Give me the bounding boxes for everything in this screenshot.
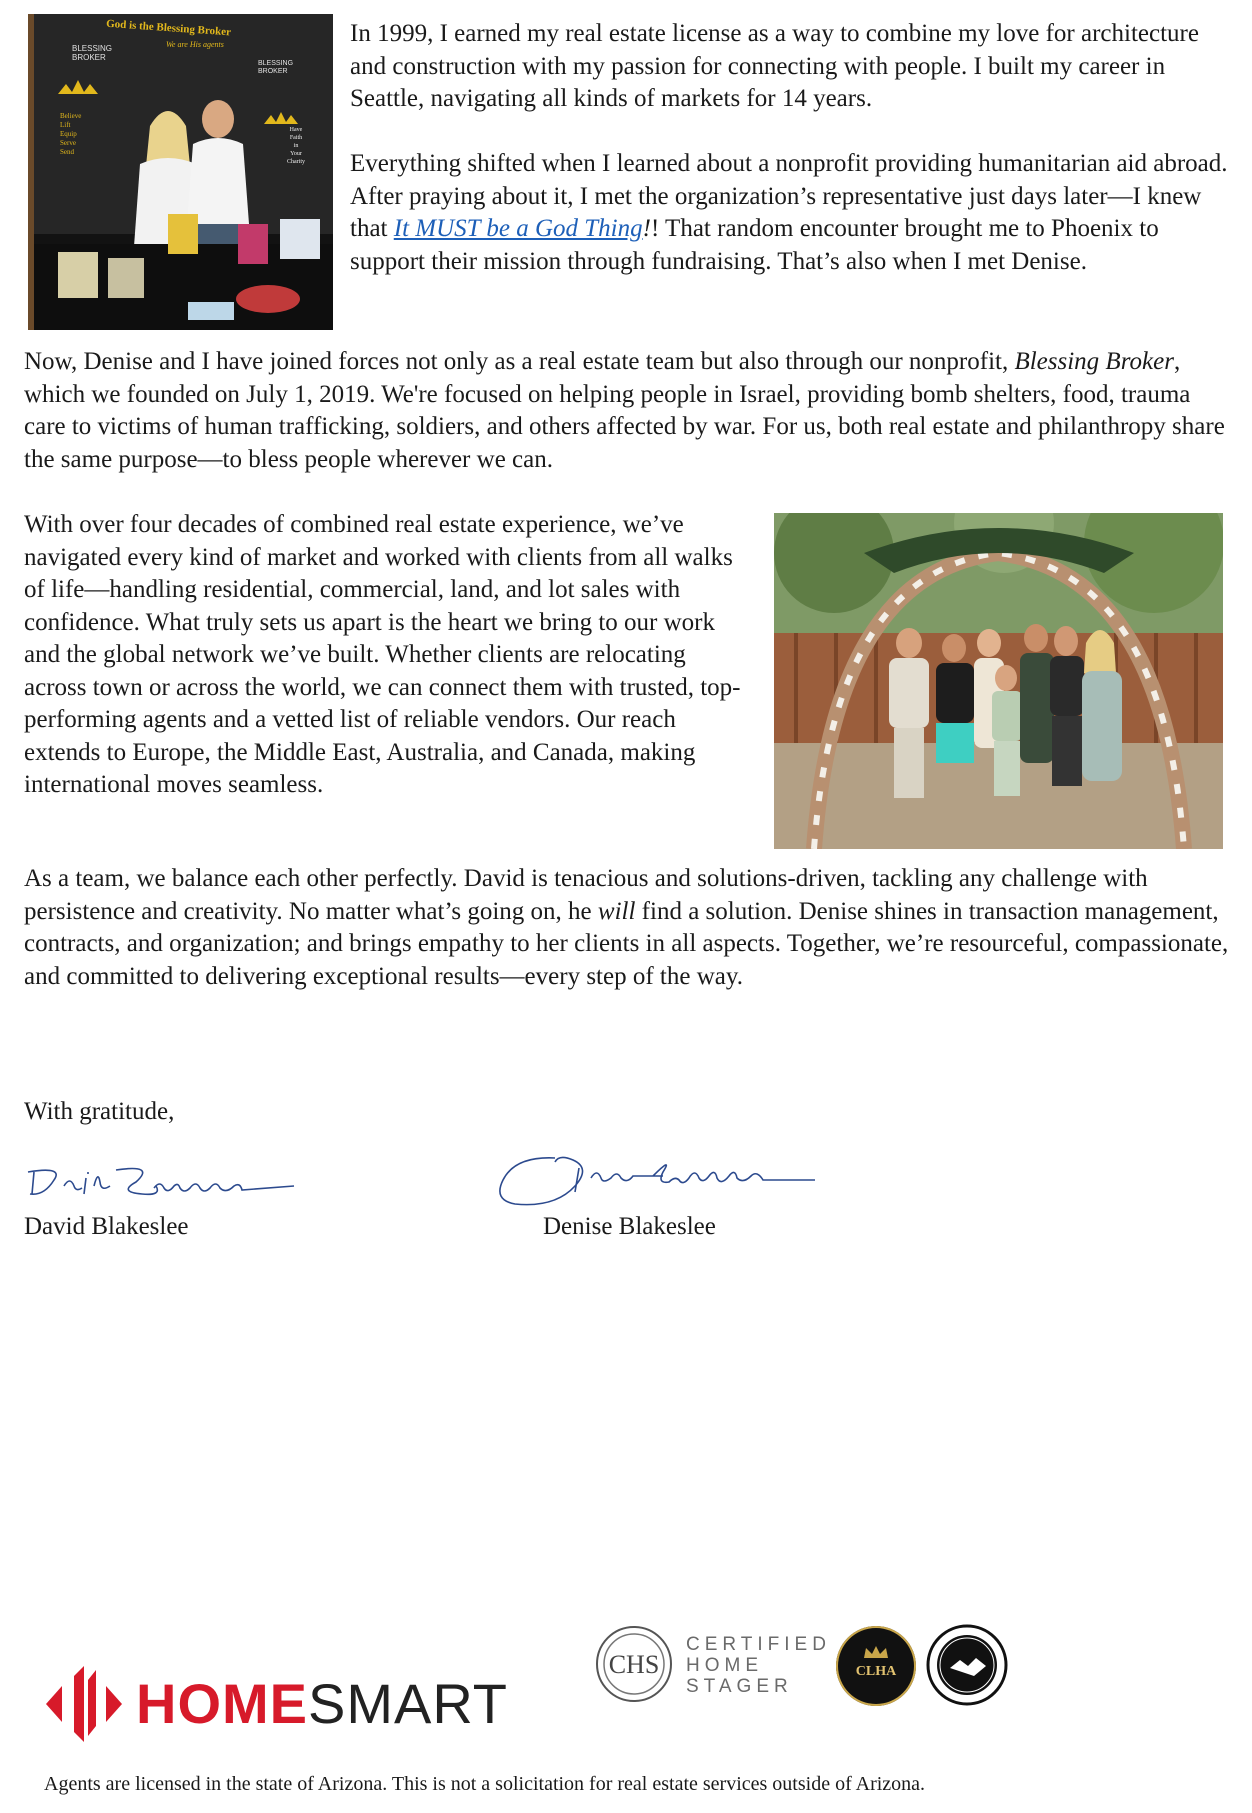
team-paragraph: As a team, we balance each other perfectly. David is tenacious and solutions-driven, tackling any challenge with persistence and creativity. No matter what’s going on, he will find a solution. Denise shines in transaction management, contracts, and organization; and brings empathy to her clients in all aspects. Together, we’re resourceful, compassionate, and committed to delivering exceptional results—every step of the way. <box>24 865 1229 990</box>
certified-home-stager-text: CERTIFIED HOME STAGER <box>686 1634 831 1697</box>
denise-signature <box>495 1150 825 1220</box>
professional-real-estate-seal-icon <box>926 1624 1008 1706</box>
booth-right-words: Have Faith in Your Charity <box>287 127 305 165</box>
home-stager-seal-icon <box>595 1625 673 1703</box>
intro-paragraph-2: Everything shifted when I learned about a nonprofit providing humanitarian aid abroad. After praying about it, I met the organization’s representative just days later—I knew that It MUST be a God Thing!! That random encounter brought me to Phoenix to support their mission through fundraising. That’s also when I met Denise. <box>350 150 1228 275</box>
svg-text:CHS: CHS <box>608 1650 660 1679</box>
crown-icon <box>862 1644 890 1660</box>
intro-paragraph-1: In 1999, I earned my real estate license as a way to combine my love for architecture and construction with my passion for connecting with people. I built my career in Seattle, navigating all kinds of markets for 14 years. <box>350 20 1199 112</box>
family-photo-illustration <box>774 513 1223 849</box>
signer-name-denise: Denise Blakeslee <box>543 1213 716 1240</box>
god-thing-link[interactable]: It MUST be a God Thing <box>393 215 643 242</box>
family-photo <box>774 513 1223 849</box>
homesmart-logo <box>44 1660 584 1742</box>
nonprofit-paragraph: Now, Denise and I have joined forces not only as a real estate team but also through our nonprofit, Blessing Broker, which we founded on July 1, 2019. We're focused on helping people in Israel, providing bomb shelters, food, trauma care to victims of human trafficking, soldiers, and others affected by war. For us, both real estate and philanthropy share the same purpose—to bless people wherever we can. <box>24 348 1225 473</box>
signer-name-david: David Blakeslee <box>24 1213 189 1240</box>
booth-logo-right: BLESSING BROKER <box>258 60 294 75</box>
homesmart-wordmark: HOMESMART <box>136 1672 508 1735</box>
booth-left-words: Believe Lift Equip Serve Send <box>60 112 82 156</box>
booth-logo-left: BLESSING BROKER <box>72 44 113 62</box>
homesmart-mark-icon <box>44 1666 124 1742</box>
david-signature <box>24 1160 304 1210</box>
booth-banner-subtitle: We are His agents <box>166 40 224 49</box>
licensing-disclaimer: Agents are licensed in the state of Arizona. This is not a solicitation for real estate services outside of Arizona. <box>44 1773 926 1795</box>
clha-badge <box>836 1626 916 1706</box>
booth-banner-title: God is the Blessing Broker <box>105 17 232 39</box>
closing-text: With gratitude, <box>24 1098 175 1125</box>
clha-label: CLHA <box>855 1664 897 1679</box>
experience-paragraph: With over four decades of combined real estate experience, we’ve navigated every kind of market and worked with clients from all walks of life—handling residential, commercial, land, and lot sales with confidence. What truly sets us apart is the heart we bring to our work and the global network we’ve built. Whether clients are relocating across town or across the world, we can connect them with trusted, top-performing agents and a vetted list of reliable vendors. Our reach extends to Europe, the Middle East, Australia, and Canada, making international moves seamless. <box>24 511 741 798</box>
booth-photo <box>28 14 333 330</box>
